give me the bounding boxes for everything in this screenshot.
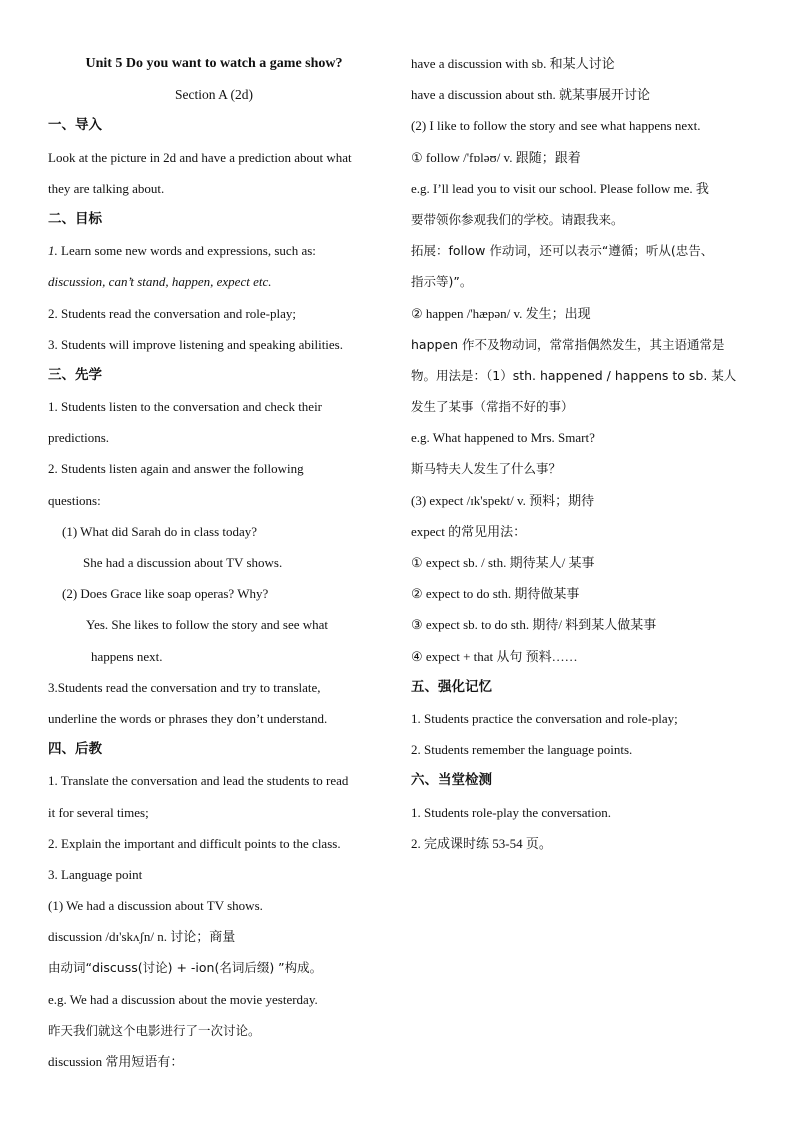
prestudy-line: underline the words or phrases they don’t understand. bbox=[48, 710, 328, 726]
answer-line: happens next. bbox=[91, 648, 163, 664]
heading-classtest: 六、当堂检测 bbox=[411, 772, 492, 789]
expect-usage-line: ① expect sb. / sth. 期待某人/ 某事 bbox=[411, 555, 595, 570]
goal-line bbox=[48, 235, 380, 266]
language-point-line: 斯马特夫人发生了什么事？ bbox=[411, 461, 562, 477]
language-point-line: 发生了某事（常指不好的事） bbox=[411, 399, 574, 415]
classtest-line: 1. Students role-play the conversation. bbox=[411, 804, 612, 820]
prestudy-line: 1. Students listen to the conversation and check their bbox=[48, 399, 323, 415]
teaching-line: it for several times; bbox=[48, 804, 149, 820]
teaching-line: 3. Language point bbox=[48, 866, 143, 882]
prestudy-line: 3.Students read the conversation and try to translate, bbox=[48, 679, 321, 695]
language-point-line: e.g. I’ll lead you to visit our school. Please follow me. 我 bbox=[411, 180, 709, 196]
language-point-line: (2) I like to follow the story and see what happens next. bbox=[411, 118, 701, 134]
language-point-line: have a discussion about sth. 就某事展开讨论 bbox=[411, 87, 651, 103]
heading-teaching: 四、后教 bbox=[48, 741, 102, 758]
heading-intro: 一、导入 bbox=[48, 117, 102, 134]
teaching-line: 昨天我们就这个电影进行了一次讨论。 bbox=[48, 1022, 261, 1038]
goal-line: discussion, can’t stand, happen, expect etc. bbox=[48, 274, 272, 290]
language-point-line: ② happen /'hæpən/ v. 发生；出现 bbox=[411, 305, 591, 321]
goal-number: 1. bbox=[48, 243, 58, 259]
goal-line: 3. Students will improve listening and speaking abilities. bbox=[48, 336, 343, 352]
language-point-line: 指示等)”。 bbox=[411, 274, 473, 290]
intro-line: they are talking about. bbox=[48, 180, 165, 196]
language-point-line: (3) expect /ɪk'spekt/ v. 预料；期待 bbox=[411, 492, 595, 508]
intro-line: Look at the picture in 2d and have a prediction about what bbox=[48, 149, 352, 165]
language-point-line: expect 的常见用法： bbox=[411, 523, 527, 539]
right-column bbox=[411, 48, 756, 859]
language-point-line: 拓展：follow 作动词，还可以表示“遵循；听从(忠告、 bbox=[411, 243, 714, 259]
teaching-line: (1) We had a discussion about TV shows. bbox=[48, 898, 263, 914]
language-point-line: e.g. What happened to Mrs. Smart? bbox=[411, 430, 595, 446]
answer-line: Yes. She likes to follow the story and see what bbox=[86, 617, 329, 633]
expect-usage-line: ② expect to do sth. 期待做某事 bbox=[411, 586, 580, 602]
reinforce-line: 1. Students practice the conversation and role-play; bbox=[411, 710, 678, 726]
reinforce-line: 2. Students remember the language points. bbox=[411, 742, 633, 758]
teaching-line: discussion 常用短语有： bbox=[48, 1054, 184, 1069]
heading-prestudy: 三、先学 bbox=[48, 366, 102, 383]
goal-text: Learn some new words and expressions, such as: bbox=[57, 243, 316, 259]
classtest-line: 2. 完成课时练 53-54 页。 bbox=[411, 835, 552, 851]
language-point-line: 物。用法是：（1）sth. happened / happens to sb. 某人 bbox=[411, 367, 737, 383]
prestudy-line: predictions. bbox=[48, 430, 110, 446]
teaching-line: 由动词“discuss(讨论) + -ion(名词后缀) ”构成。 bbox=[48, 960, 323, 976]
language-point-line: 要带领你参观我们的学校。请跟我来。 bbox=[411, 211, 624, 227]
language-point-line: ① follow /'fɒləʊ/ v. 跟随；跟着 bbox=[411, 149, 581, 165]
language-point-line: have a discussion with sb. 和某人讨论 bbox=[411, 56, 615, 71]
answer-line: She had a discussion about TV shows. bbox=[83, 555, 283, 570]
document-title: Unit 5 Do you want to watch a game show? bbox=[85, 56, 343, 71]
goal-line: 2. Students read the conversation and role-play; bbox=[48, 305, 297, 321]
question-line: (2) Does Grace like soap operas? Why? bbox=[62, 586, 269, 602]
teaching-line: discussion /dɪ'skʌʃn/ n. 讨论；商量 bbox=[48, 929, 236, 945]
language-point-line: happen 作不及物动词，常常指偶然发生，其主语通常是 bbox=[411, 336, 725, 352]
teaching-line: e.g. We had a discussion about the movie yesterday. bbox=[48, 991, 318, 1007]
heading-goals: 二、目标 bbox=[48, 210, 102, 227]
expect-usage-line: ④ expect + that 从句 预料…… bbox=[411, 648, 578, 664]
teaching-line: 2. Explain the important and difficult points to the class. bbox=[48, 835, 341, 851]
left-column bbox=[48, 48, 380, 1077]
section-subtitle: Section A (2d) bbox=[175, 87, 253, 103]
prestudy-line: questions: bbox=[48, 492, 101, 508]
heading-reinforce: 五、强化记忆 bbox=[411, 678, 492, 695]
expect-usage-line: ③ expect sb. to do sth. 期待/ 料到某人做某事 bbox=[411, 617, 657, 633]
teaching-line: 1. Translate the conversation and lead the students to read bbox=[48, 773, 349, 789]
question-line: (1) What did Sarah do in class today? bbox=[62, 523, 258, 539]
prestudy-line: 2. Students listen again and answer the following bbox=[48, 461, 304, 477]
